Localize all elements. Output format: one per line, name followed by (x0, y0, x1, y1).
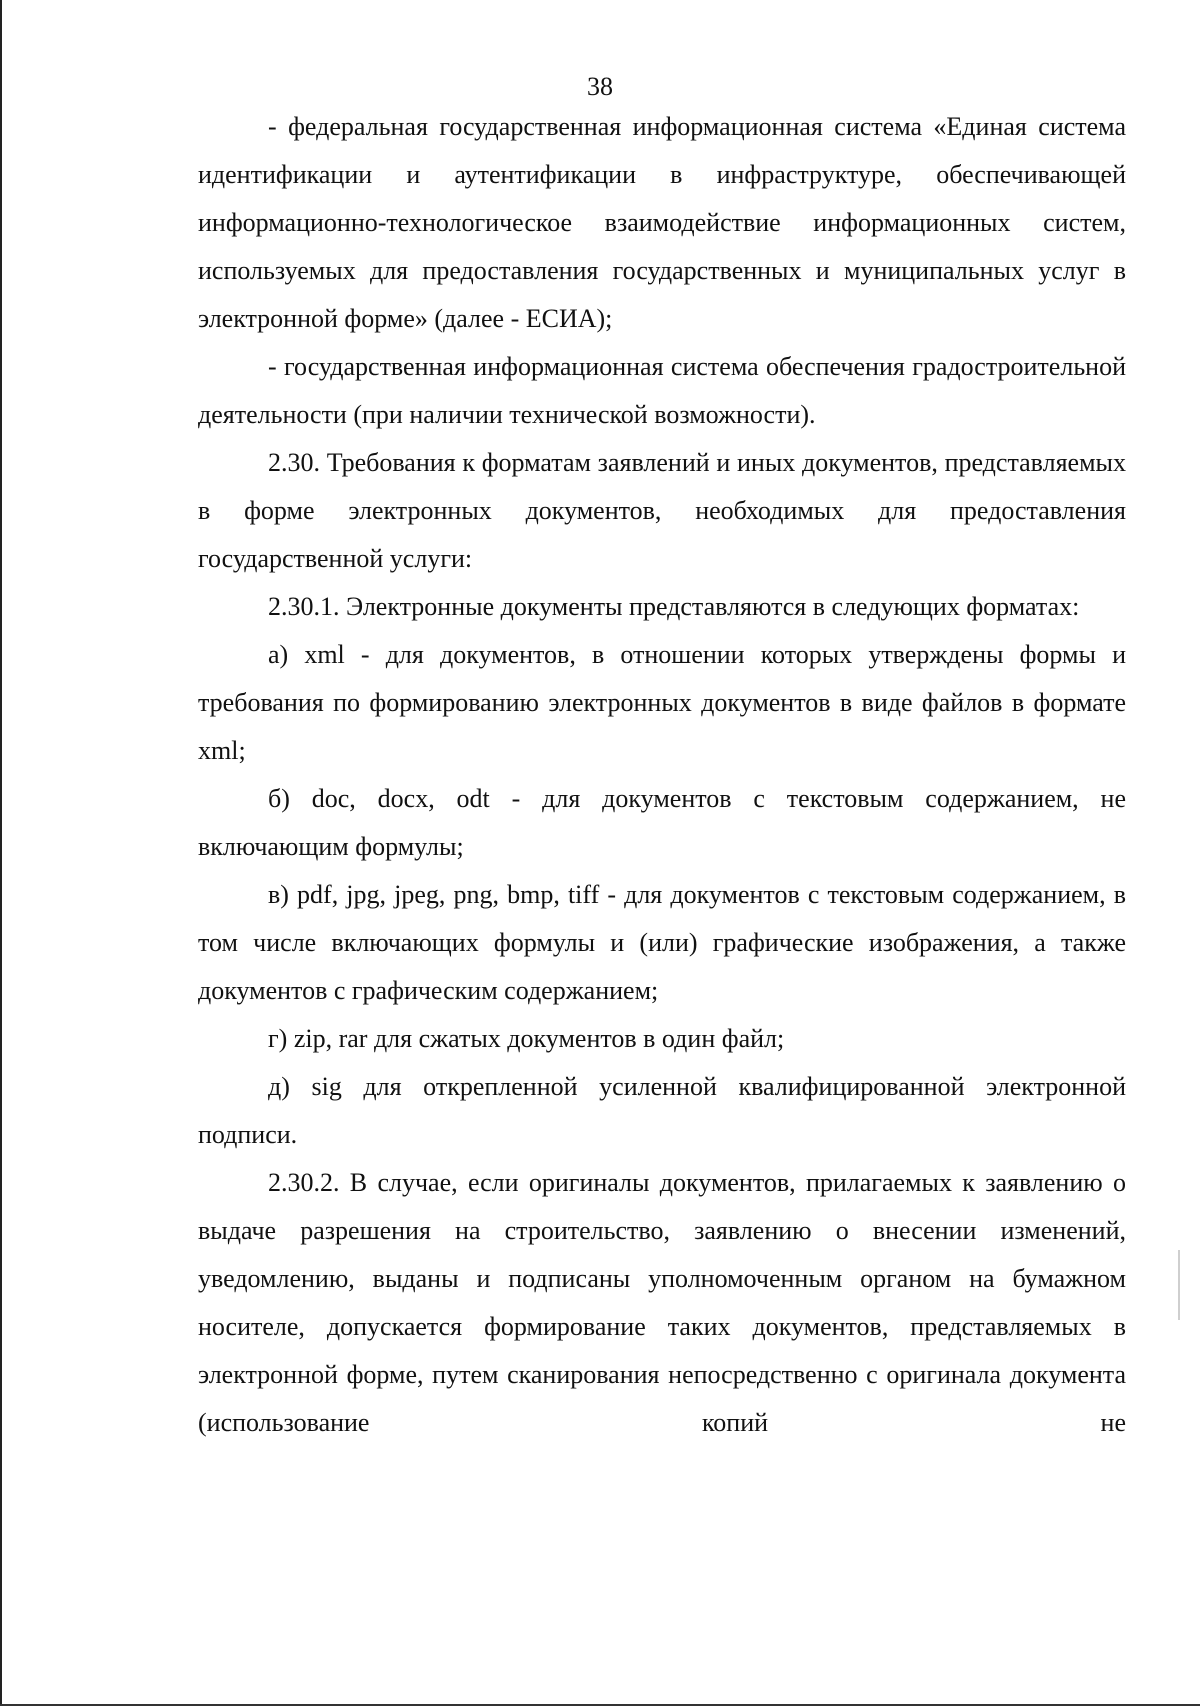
scan-edge-left (0, 0, 2, 1706)
paragraph-2-30-2: 2.30.2. В случае, если оригиналы документов, прилагаемых к заявлению о выдаче разрешения на строительство, заявлению о внесении изменений, уведомлению, выданы и подписаны уполномоченным органом на бумажном носителе, допускается формирование таких документов, представляемых в электронной форме, путем сканирования непосредственно с оригинала документа (использование копий не (198, 1168, 1126, 1437)
page-number: 38 (587, 72, 613, 101)
paragraph-esia: - федеральная государственная информационная система «Единая система идентификации и аутентификации в инфраструктуре, обеспечивающей информационно-технологическое взаимодействие информационных систем, используемых для предоставления государственных и муниципальных услуг в электронной форме» (далее - ЕСИА); (198, 112, 1126, 333)
list-item-d-sig: д) sig для открепленной усиленной квалифицированной электронной подписи. (198, 1072, 1126, 1149)
list-item-v-pdf: в) pdf, jpg, jpeg, png, bmp, tiff - для документов с текстовым содержанием, в том числе включающих формулы и (или) графические изображения, а также документов с графическим содержанием; (198, 880, 1126, 1005)
paragraph-isogd: - государственная информационная система обеспечения градостроительной деятельности (при наличии технической возможности). (198, 352, 1126, 429)
list-item-g-zip: г) zip, rar для сжатых документов в один файл; (268, 1024, 785, 1053)
document-body (198, 103, 1126, 1447)
scan-speck (1178, 1250, 1180, 1320)
paragraph-2-30-1: 2.30.1. Электронные документы представляются в следующих форматах: (268, 592, 1080, 621)
list-item-b-doc: б) doc, docx, odt - для документов с текстовым содержанием, не включающим формулы; (198, 784, 1126, 861)
paragraph-2-30: 2.30. Требования к форматам заявлений и иных документов, представляемых в форме электронных документов, необходимых для предоставления государственной услуги: (198, 448, 1126, 573)
list-item-a-xml: а) xml - для документов, в отношении которых утверждены формы и требования по формированию электронных документов в виде файлов в формате xml; (198, 640, 1126, 765)
